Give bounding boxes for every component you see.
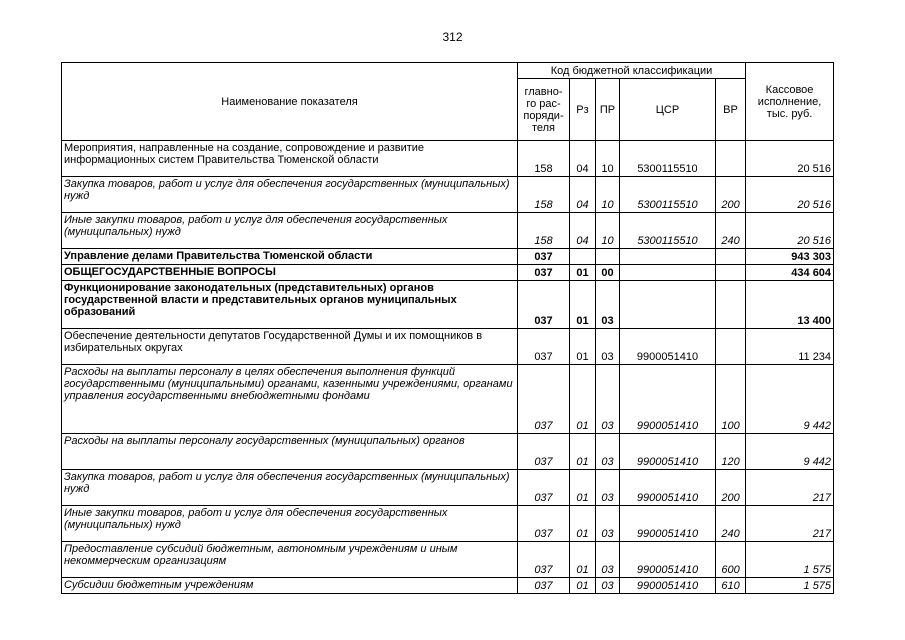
row-pr: 03 (596, 365, 620, 434)
header-code-group: Код бюджетной классификации (518, 63, 746, 79)
row-csr (620, 249, 716, 265)
header-rz: Рз (570, 79, 596, 141)
row-pr: 03 (596, 281, 620, 329)
row-glav: 037 (518, 578, 570, 594)
row-name: Мероприятия, направленные на создание, сопровождение и развитие информационных систем Правительства Тюменской области (62, 141, 518, 177)
row-vr: 240 (716, 506, 746, 542)
row-glav: 158 (518, 141, 570, 177)
row-glav: 158 (518, 177, 570, 213)
row-glav: 037 (518, 249, 570, 265)
row-pr: 10 (596, 177, 620, 213)
row-csr (620, 281, 716, 329)
row-amount: 217 (746, 470, 834, 506)
row-csr: 9900051410 (620, 329, 716, 365)
row-pr: 00 (596, 265, 620, 281)
header-vr: ВР (716, 79, 746, 141)
table-row (62, 281, 834, 329)
table-row (62, 329, 834, 365)
table-row (62, 578, 834, 594)
row-amount: 943 303 (746, 249, 834, 265)
row-csr: 9900051410 (620, 365, 716, 434)
table-row (62, 141, 834, 177)
row-amount: 1 575 (746, 542, 834, 578)
header-name: Наименование показателя (62, 63, 518, 141)
row-rz: 01 (570, 506, 596, 542)
table-row (62, 213, 834, 249)
row-name: Закупка товаров, работ и услуг для обеспечения государственных (муниципальных) нужд (62, 470, 518, 506)
row-pr (596, 249, 620, 265)
row-glav: 037 (518, 281, 570, 329)
row-name: Обеспечение деятельности депутатов Государственной Думы и их помощников в избирательных округах (62, 329, 518, 365)
row-name: Расходы на выплаты персоналу в целях обеспечения выполнения функций государственными (муниципальными) органами, казенными учреждениями, органами управления государственными внебюджетными фондами (62, 365, 518, 434)
header-pr: ПР (596, 79, 620, 141)
row-name: Функционирование законодательных (представительных) органов государственной власти и представительных органов муниципальных образований (62, 281, 518, 329)
row-rz: 01 (570, 542, 596, 578)
row-csr: 9900051410 (620, 506, 716, 542)
row-rz: 01 (570, 265, 596, 281)
row-vr: 240 (716, 213, 746, 249)
row-pr: 10 (596, 141, 620, 177)
row-pr: 03 (596, 506, 620, 542)
row-vr: 120 (716, 434, 746, 470)
row-vr (716, 249, 746, 265)
row-name: Расходы на выплаты персоналу государственных (муниципальных) органов (62, 434, 518, 470)
row-amount: 11 234 (746, 329, 834, 365)
row-glav: 037 (518, 506, 570, 542)
row-amount: 13 400 (746, 281, 834, 329)
row-vr (716, 141, 746, 177)
row-glav: 037 (518, 542, 570, 578)
row-amount: 20 516 (746, 141, 834, 177)
row-amount: 9 442 (746, 365, 834, 434)
row-amount: 217 (746, 506, 834, 542)
row-rz: 04 (570, 177, 596, 213)
row-vr (716, 281, 746, 329)
row-vr: 100 (716, 365, 746, 434)
row-rz: 01 (570, 281, 596, 329)
row-name: Закупка товаров, работ и услуг для обеспечения государственных (муниципальных) нужд (62, 177, 518, 213)
table-row (62, 470, 834, 506)
row-pr: 03 (596, 542, 620, 578)
budget-table (61, 62, 834, 594)
row-rz: 04 (570, 213, 596, 249)
table-row (62, 249, 834, 265)
row-csr: 5300115510 (620, 177, 716, 213)
page-number: 312 (442, 30, 463, 44)
row-amount: 20 516 (746, 213, 834, 249)
row-amount: 20 516 (746, 177, 834, 213)
row-rz (570, 249, 596, 265)
row-glav: 158 (518, 213, 570, 249)
row-rz: 01 (570, 329, 596, 365)
row-csr: 9900051410 (620, 542, 716, 578)
header-amount: Кассовое исполнение, тыс. руб. (746, 63, 834, 141)
row-pr: 03 (596, 329, 620, 365)
row-glav: 037 (518, 470, 570, 506)
row-amount: 9 442 (746, 434, 834, 470)
row-pr: 03 (596, 434, 620, 470)
row-csr (620, 265, 716, 281)
row-rz: 04 (570, 141, 596, 177)
table-row (62, 265, 834, 281)
row-name: Субсидии бюджетным учреждениям (62, 578, 518, 594)
header-csr: ЦСР (620, 79, 716, 141)
row-name: Управление делами Правительства Тюменской области (62, 249, 518, 265)
row-vr: 610 (716, 578, 746, 594)
row-rz: 01 (570, 578, 596, 594)
header-glav: главно- го рас- поряди- теля (518, 79, 570, 141)
row-csr: 5300115510 (620, 213, 716, 249)
row-name: Иные закупки товаров, работ и услуг для обеспечения государственных (муниципальных) нужд (62, 506, 518, 542)
row-vr: 600 (716, 542, 746, 578)
table-row (62, 365, 834, 434)
row-vr: 200 (716, 470, 746, 506)
row-glav: 037 (518, 265, 570, 281)
row-amount: 1 575 (746, 578, 834, 594)
row-rz: 01 (570, 434, 596, 470)
row-csr: 9900051410 (620, 434, 716, 470)
row-glav: 037 (518, 434, 570, 470)
row-rz: 01 (570, 365, 596, 434)
row-pr: 10 (596, 213, 620, 249)
row-vr (716, 265, 746, 281)
row-vr (716, 329, 746, 365)
row-pr: 03 (596, 578, 620, 594)
table-row (62, 434, 834, 470)
table-row (62, 542, 834, 578)
row-pr: 03 (596, 470, 620, 506)
row-csr: 9900051410 (620, 578, 716, 594)
row-csr: 5300115510 (620, 141, 716, 177)
row-vr: 200 (716, 177, 746, 213)
row-csr: 9900051410 (620, 470, 716, 506)
table-row (62, 506, 834, 542)
row-glav: 037 (518, 329, 570, 365)
table-row (62, 177, 834, 213)
row-glav: 037 (518, 365, 570, 434)
row-name: ОБЩЕГОСУДАРСТВЕННЫЕ ВОПРОСЫ (62, 265, 518, 281)
row-name: Предоставление субсидий бюджетным, автономным учреждениям и иным некоммерческим организациям (62, 542, 518, 578)
row-amount: 434 604 (746, 265, 834, 281)
row-rz: 01 (570, 470, 596, 506)
row-name: Иные закупки товаров, работ и услуг для обеспечения государственных (муниципальных) нужд (62, 213, 518, 249)
